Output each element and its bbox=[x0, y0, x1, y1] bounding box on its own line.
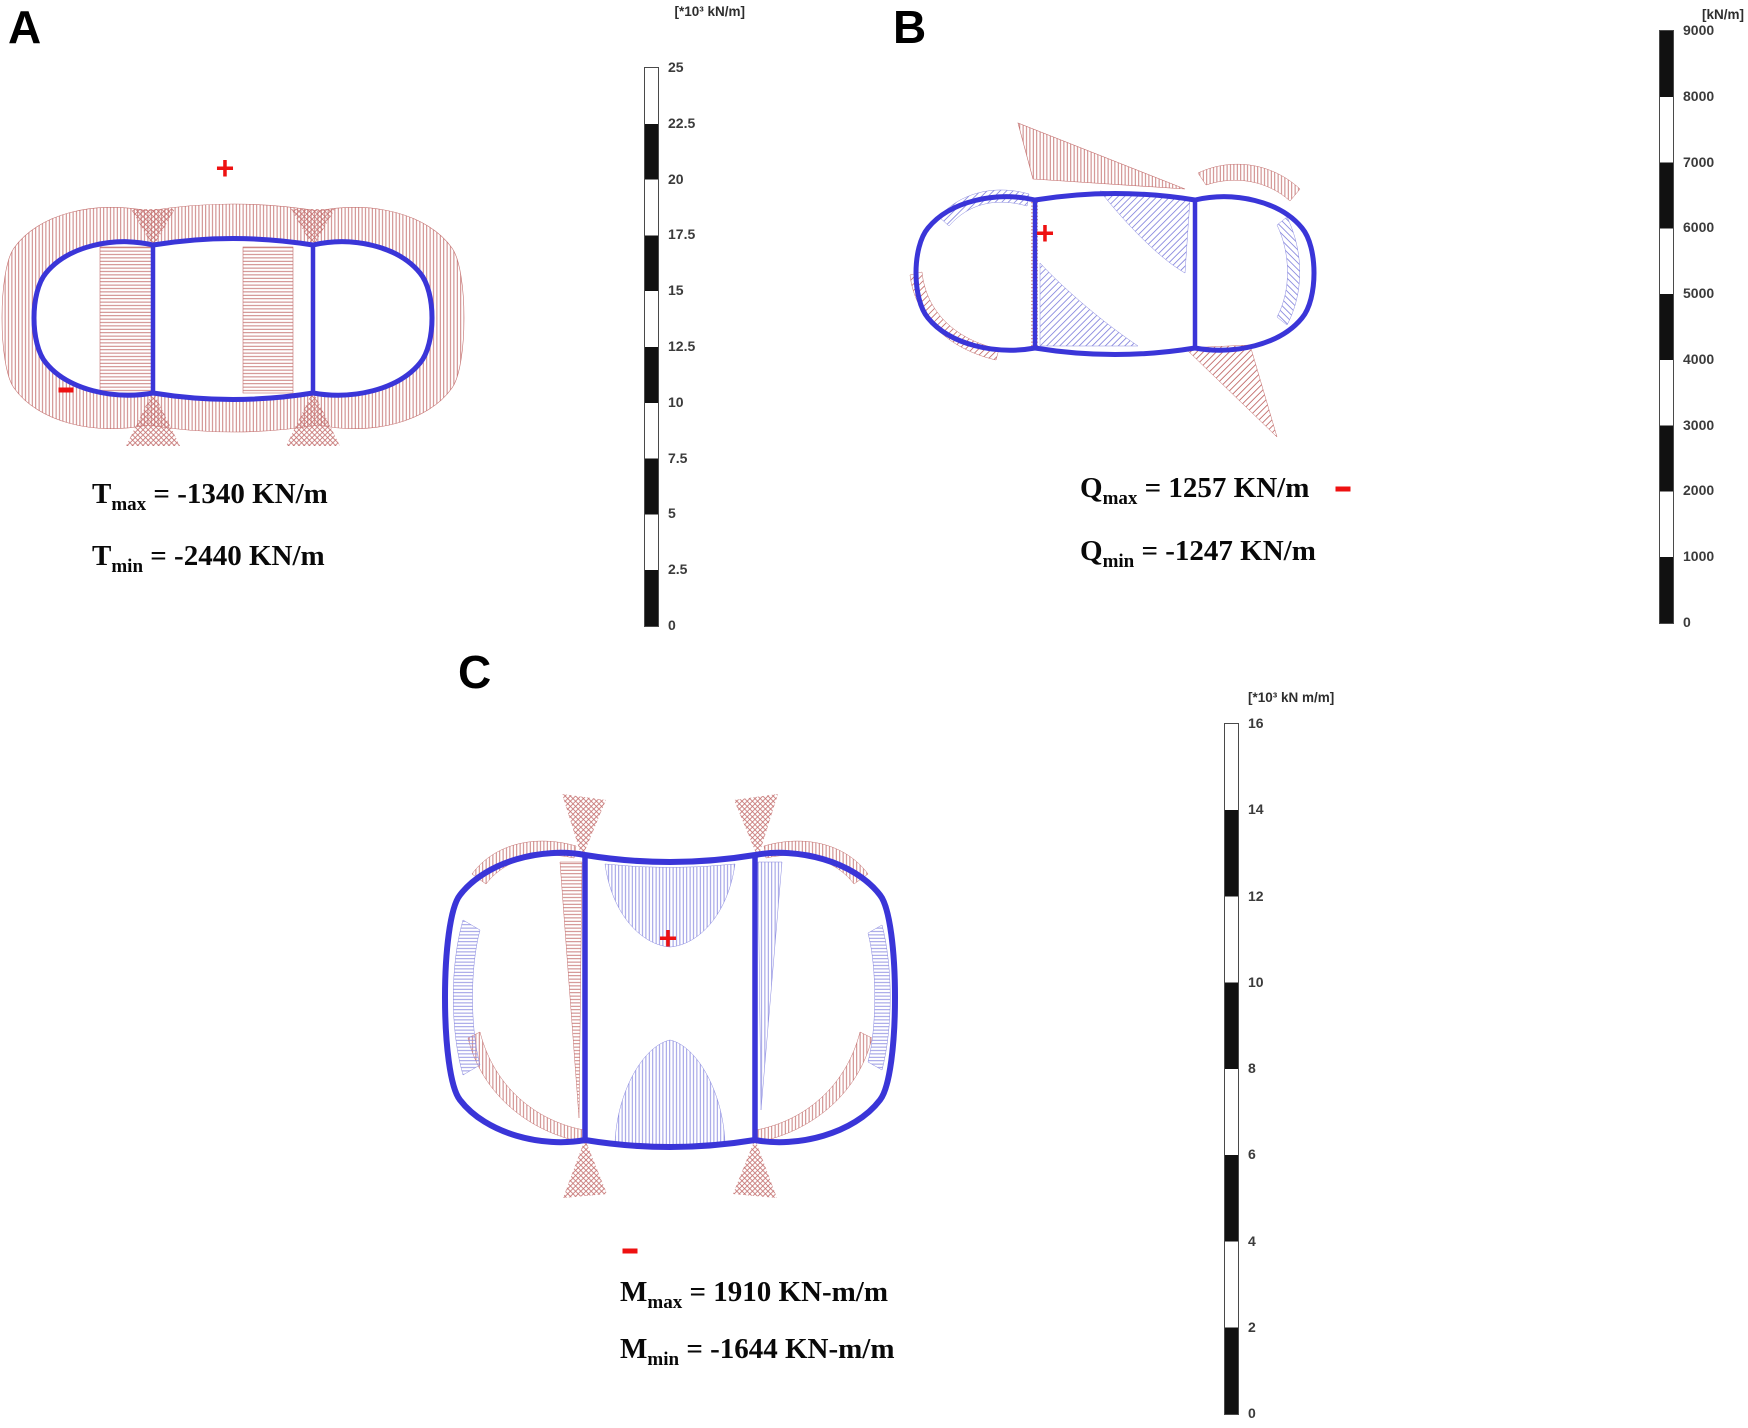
moment-red-fan-bottomleft bbox=[563, 1139, 607, 1198]
result-subscript: max bbox=[111, 493, 147, 515]
scale-a-bar bbox=[644, 67, 659, 627]
scale-tick-label: 20 bbox=[668, 170, 684, 187]
scale-tick-label: 7000 bbox=[1683, 153, 1715, 170]
plus-marker: + bbox=[658, 920, 678, 956]
result-symbol: T bbox=[92, 540, 112, 572]
scale-tick-label: 8000 bbox=[1683, 87, 1715, 104]
scale-tick-label: 16 bbox=[1248, 715, 1264, 731]
scale-tick-label: 2.5 bbox=[668, 561, 688, 578]
moment-blue-wedge-rightwall bbox=[758, 862, 782, 1110]
scale-tick-label: 5 bbox=[668, 505, 676, 522]
moment-blue-crescent-left bbox=[453, 920, 480, 1075]
result-m-min bbox=[620, 1333, 895, 1370]
scale-tick-label: 6000 bbox=[1683, 219, 1715, 236]
scale-tick-label: 0 bbox=[668, 617, 676, 633]
moment-red-fan-bottomright bbox=[733, 1139, 777, 1198]
panel-b-label: B bbox=[893, 1, 927, 53]
result-subscript: min bbox=[111, 555, 144, 577]
wall-force-rect bbox=[243, 247, 293, 393]
scale-tick-label: 14 bbox=[1248, 801, 1264, 818]
scale-b-unit: [kN/m] bbox=[1701, 7, 1744, 22]
scale-c-bar bbox=[1224, 723, 1239, 1415]
result-symbol: Q bbox=[1080, 472, 1103, 504]
result-t-min bbox=[92, 540, 325, 577]
result-m-max bbox=[620, 1276, 889, 1313]
scale-tick-label: 10 bbox=[668, 393, 684, 410]
result-q-max bbox=[1080, 472, 1310, 509]
scale-tick-label: 9000 bbox=[1683, 22, 1715, 38]
minus-marker bbox=[59, 388, 74, 393]
shear-blue-crescent-right bbox=[1277, 217, 1300, 325]
result-value: = 1257 KN/m bbox=[1137, 472, 1310, 504]
scale-tick-label: 22.5 bbox=[668, 114, 696, 131]
scale-c-unit: [*10³ kN m/m] bbox=[1248, 690, 1335, 705]
result-value: = -1340 KN/m bbox=[146, 478, 328, 510]
scale-tick-label: 2000 bbox=[1683, 482, 1715, 499]
scale-tick-label: 12.5 bbox=[668, 338, 696, 354]
scale-tick-label: 4 bbox=[1248, 1232, 1256, 1249]
result-subscript: min bbox=[1102, 550, 1135, 572]
minus-marker bbox=[623, 1249, 638, 1254]
result-symbol: T bbox=[92, 478, 112, 510]
tunnel-lining-outline bbox=[34, 239, 432, 400]
scale-tick-label: 10 bbox=[1248, 973, 1264, 990]
panel-a-label: A bbox=[8, 1, 42, 53]
scale-tick-label: 5000 bbox=[1683, 285, 1715, 302]
moment-red-wedge-leftwall bbox=[560, 862, 582, 1118]
result-subscript: max bbox=[647, 1291, 683, 1313]
scale-tick-label: 7.5 bbox=[668, 449, 688, 466]
result-subscript: min bbox=[647, 1348, 680, 1370]
panel-b-shear-force-diagram bbox=[872, 65, 1352, 445]
result-q-min bbox=[1080, 535, 1316, 572]
result-t-max bbox=[92, 478, 328, 515]
scale-tick-label: 8 bbox=[1248, 1060, 1256, 1076]
result-value: = 1910 KN-m/m bbox=[682, 1276, 889, 1308]
panel-c-bending-moment-diagram bbox=[430, 770, 930, 1270]
wall-force-rect bbox=[100, 247, 153, 393]
result-subscript: max bbox=[1102, 487, 1138, 509]
shear-blue-wedge-bottomleft bbox=[1040, 263, 1138, 346]
shear-blue-wedge-topright bbox=[1100, 191, 1190, 273]
scale-tick-label: 12 bbox=[1248, 887, 1264, 904]
moment-blue-crescent-right bbox=[868, 925, 890, 1070]
scale-a-unit: [*10³ kN/m] bbox=[674, 4, 745, 19]
minus-marker bbox=[1336, 487, 1351, 492]
scale-tick-label: 2 bbox=[1248, 1318, 1256, 1335]
scale-tick-label: 6 bbox=[1248, 1146, 1256, 1163]
result-value: = -1247 KN/m bbox=[1134, 535, 1316, 567]
result-value: = -1644 KN-m/m bbox=[679, 1333, 895, 1365]
plus-marker: + bbox=[1035, 215, 1055, 251]
result-symbol: M bbox=[620, 1333, 648, 1365]
scale-tick-label: 15 bbox=[668, 282, 684, 299]
panel-a-axial-force-diagram bbox=[0, 110, 470, 460]
scale-tick-label: 25 bbox=[668, 59, 684, 75]
shear-red-fan-bottomright bbox=[1185, 345, 1277, 437]
moment-blue-bulge-bottom bbox=[615, 1040, 725, 1147]
scale-b-bar bbox=[1659, 30, 1674, 624]
scale-tick-label: 17.5 bbox=[668, 226, 696, 243]
scale-tick-label: 4000 bbox=[1683, 350, 1715, 367]
scale-tick-label: 0 bbox=[1248, 1405, 1256, 1421]
panel-c-label: C bbox=[458, 646, 492, 698]
scale-tick-label: 0 bbox=[1683, 614, 1691, 631]
scale-tick-label: 3000 bbox=[1683, 416, 1715, 433]
scale-tick-label: 1000 bbox=[1683, 548, 1715, 565]
result-symbol: Q bbox=[1080, 535, 1103, 567]
result-value: = -2440 KN/m bbox=[143, 540, 325, 572]
plus-marker: + bbox=[215, 150, 235, 186]
result-symbol: M bbox=[620, 1276, 648, 1308]
shear-red-triangle-top bbox=[1018, 123, 1185, 189]
